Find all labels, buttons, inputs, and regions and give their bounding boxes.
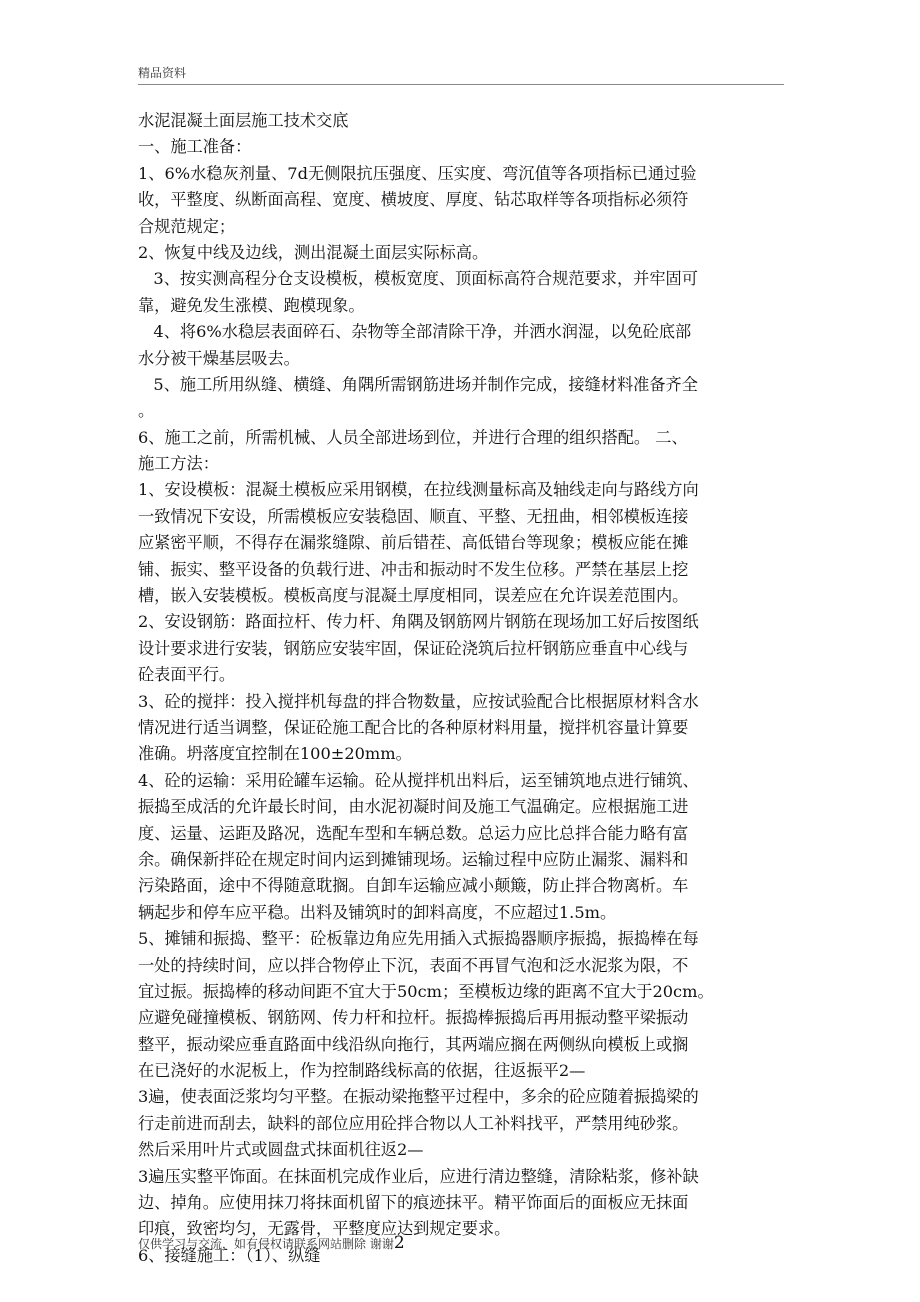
text-line: 1、安设模板：混凝土模板应采用钢模，在拉线测量标高及轴线走向与路线方向 — [138, 480, 699, 500]
text-line: 印痕，致密均匀，无露骨，平整度应达到规定要求。 — [138, 1219, 511, 1239]
text-line: 砼表面平行。 — [138, 665, 236, 685]
text-line: 准确。坍落度宜控制在100±20mm。 — [138, 744, 412, 764]
text-line: 辆起步和停车应平稳。出料及铺筑时的卸料高度，不应超过1.5m。 — [138, 902, 617, 922]
text-line: 一、施工准备： — [138, 137, 252, 157]
text-line: 2、安设钢筋：路面拉杆、传力杆、角隅及钢筋网片钢筋在现场加工好后按图纸 — [138, 612, 699, 632]
header-label: 精品资料 — [138, 66, 187, 80]
document-body — [138, 108, 784, 1269]
text-line: 4、砼的运输：采用砼罐车运输。砼从搅拌机出料后，运至铺筑地点进行铺筑、 — [138, 770, 699, 790]
text-line: 水分被干燥基层吸去。 — [138, 348, 300, 368]
page-number: 2 — [393, 1233, 405, 1253]
text-line: 余。确保新拌砼在规定时间内运到摊铺现场。运输过程中应防止漏浆、漏料和 — [138, 849, 689, 869]
page-header — [138, 62, 784, 85]
text-line: 然后采用叶片式或圆盘式抹面机往返2— — [138, 1140, 424, 1160]
footer-disclaimer: 仅供学习与交流，如有侵权请联系网站删除 谢谢 — [138, 1237, 394, 1251]
text-line: 3遍压实整平饰面。在抹面机完成作业后，应进行清边整缝，清除粘浆，修补缺 — [138, 1166, 699, 1186]
text-line: 边、掉角。应使用抹刀将抹面机留下的痕迹抹平。精平饰面后的面板应无抹面 — [138, 1193, 689, 1213]
text-line: 1、6%水稳灰剂量、7d无侧限抗压强度、压实度、弯沉值等各项指标已通过验 — [138, 163, 697, 183]
text-line: 宜过振。振捣棒的移动间距不宜大于50cm；至模板边缘的距离不宜大于20cm。 — [138, 981, 714, 1001]
text-line: 污染路面，途中不得随意耽搁。自卸车运输应减小颠簸，防止拌合物离析。车 — [138, 876, 689, 896]
text-line: 一处的持续时间，应以拌合物停止下沉，表面不再冒气泡和泛水泥浆为限，不 — [138, 955, 689, 975]
text-line: 行走前进而刮去，缺料的部位应用砼拌合物以人工补料找平，严禁用纯砂浆。 — [138, 1113, 689, 1133]
text-line: 振捣至成活的允许最长时间，由水泥初凝时间及施工气温确定。应根据施工进 — [138, 797, 689, 817]
page-footer — [138, 1231, 784, 1255]
text-line: 在已浇好的水泥板上，作为控制路线标高的依据，往返振平2— — [138, 1061, 586, 1081]
text-line: 应避免碰撞模板、钢筋网、传力杆和拉杆。振捣棒振捣后再用振动整平梁振动 — [138, 1008, 689, 1028]
text-line: 2、恢复中线及边线，测出混凝土面层实际标高。 — [138, 242, 489, 262]
text-line: 5、施工所用纵缝、横缝、角隅所需钢筋进场并制作完成，接缝材料准备齐全 — [138, 374, 698, 394]
text-line: 度、运量、运距及路况，选配车型和车辆总数。总运力应比总拌合能力略有富 — [138, 823, 689, 843]
text-line: 6、接缝施工：（1）、纵缝 — [138, 1245, 321, 1265]
text-line: 靠，避免发生涨模、跑模现象。 — [138, 295, 365, 315]
text-line: 。 — [138, 401, 155, 421]
text-line: 整平，振动梁应垂直路面中线沿纵向拖行，其两端应搁在两侧纵向模板上或搁 — [138, 1034, 689, 1054]
text-line: 5、摊铺和振捣、整平：砼板靠边角应先用插入式振捣器顺序振捣，振捣棒在每 — [138, 929, 699, 949]
text-line: 3、砼的搅拌：投入搅拌机每盘的拌合物数量，应按试验配合比根据原材料含水 — [138, 691, 699, 711]
text-line: 槽，嵌入安装模板。模板高度与混凝土厚度相同，误差应在允许误差范围内。 — [138, 586, 689, 606]
text-line: 应紧密平顺，不得存在漏浆缝隙、前后错茬、高低错台等现象；模板应能在摊 — [138, 533, 689, 553]
text-line: 3、按实测高程分仓支设模板，模板宽度、顶面标高符合规范要求，并牢固可 — [138, 269, 698, 289]
text-line: 4、将6%水稳层表面碎石、杂物等全部清除干净，并洒水润湿，以免砼底部 — [138, 322, 692, 342]
text-line: 收，平整度、纵断面高程、宽度、横坡度、厚度、钻芯取样等各项指标必须符 — [138, 190, 689, 210]
text-line: 一致情况下安设，所需模板应安装稳固、顺直、平整、无扭曲，相邻模板连接 — [138, 506, 689, 526]
text-line: 3遍，使表面泛浆均匀平整。在振动梁拖整平过程中，多余的砼应随着振捣梁的 — [138, 1087, 699, 1107]
text-line: 施工方法： — [138, 454, 219, 474]
text-line: 合规范规定； — [138, 216, 236, 236]
text-line: 铺、振实、整平设备的负载行进、冲击和振动时不发生位移。严禁在基层上挖 — [138, 559, 689, 579]
text-line: 设计要求进行安装，钢筋应安装牢固，保证砼浇筑后拉杆钢筋应垂直中心线与 — [138, 638, 689, 658]
text-line: 6、施工之前，所需机械、人员全部进场到位，并进行合理的组织搭配。 二、 — [138, 427, 688, 447]
text-line: 水泥混凝土面层施工技术交底 — [138, 111, 349, 130]
text-line: 情况进行适当调整，保证砼施工配合比的各种原材料用量，搅拌机容量计算要 — [138, 717, 689, 737]
